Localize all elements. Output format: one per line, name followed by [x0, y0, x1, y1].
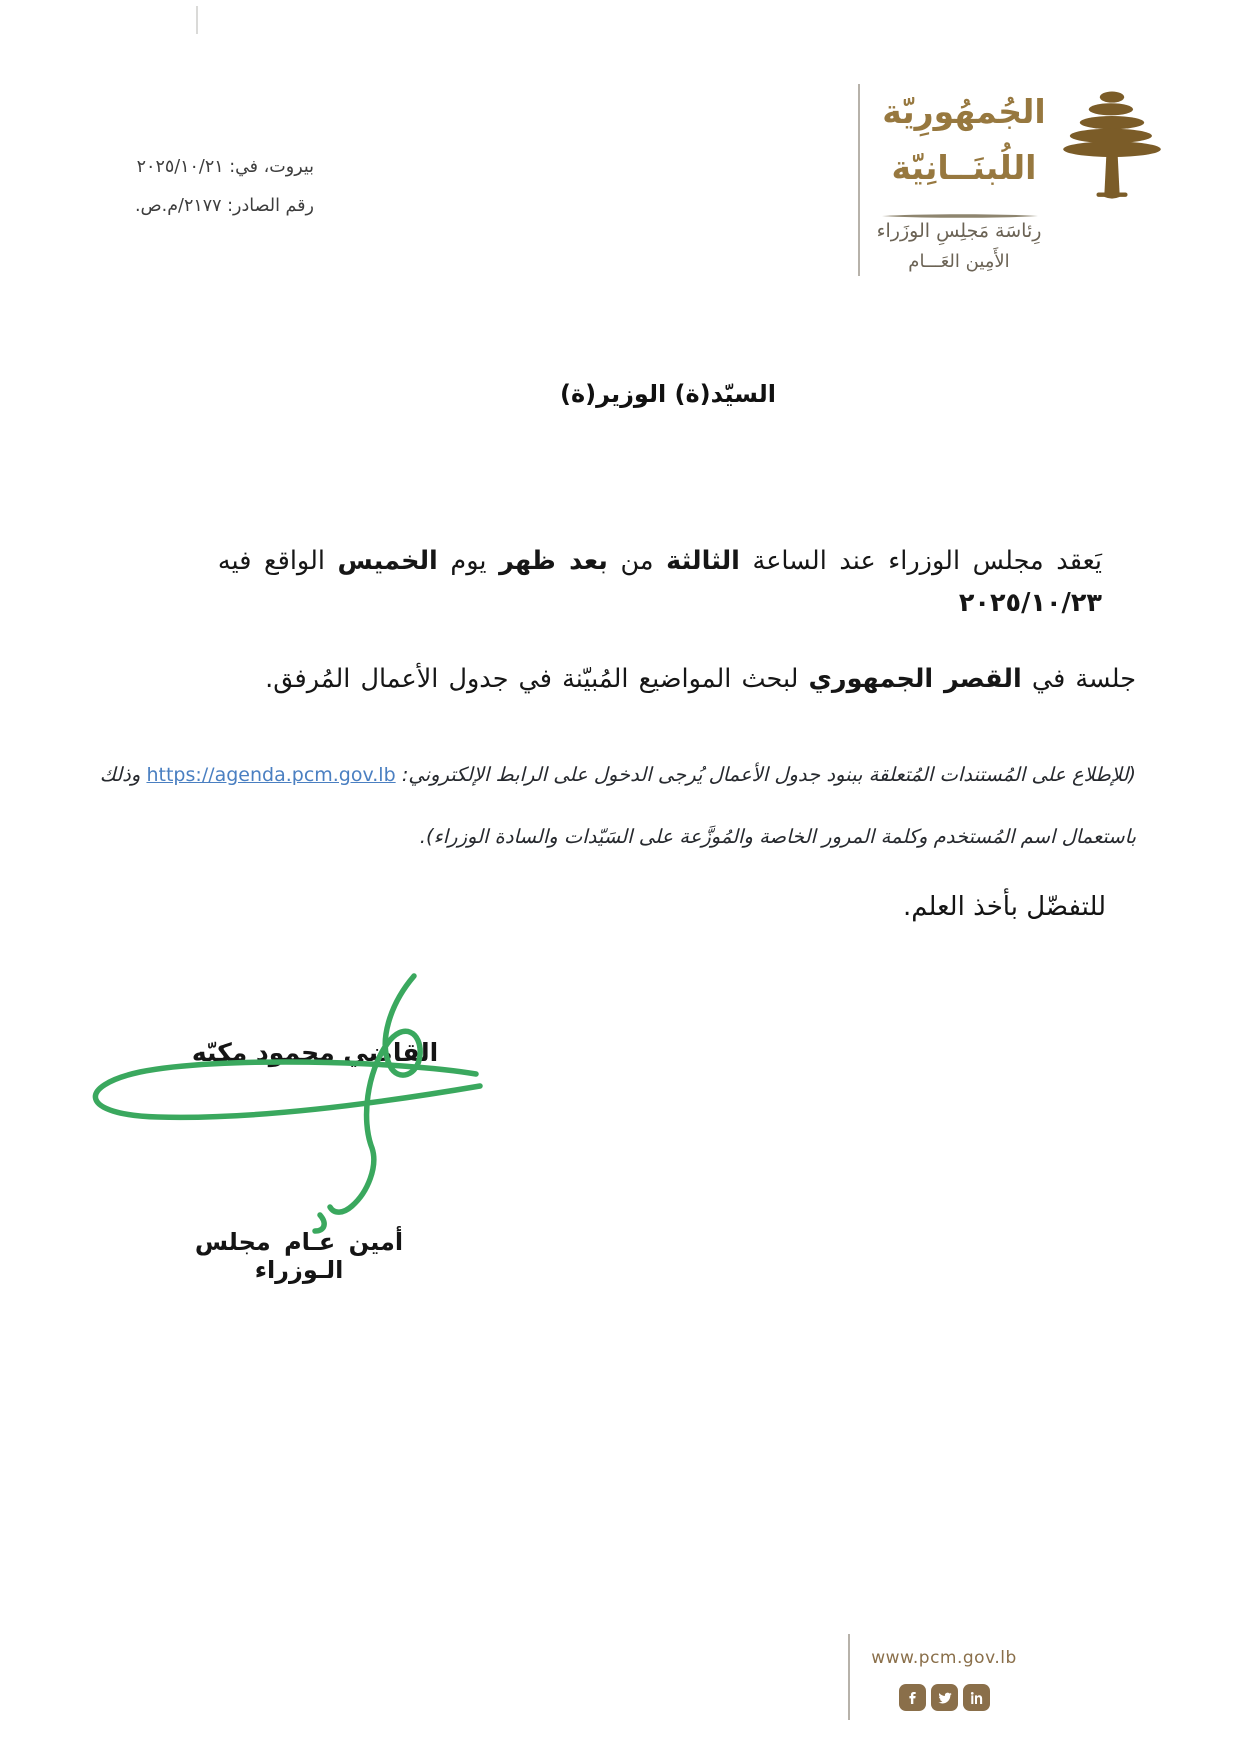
signatory-title: أمين عـام مجلس الـوزراء: [194, 1228, 404, 1284]
place-date: بيروت، في: ٢٠٢٥/١٠/٢١: [136, 157, 314, 177]
agenda-link[interactable]: https://agenda.pcm.gov.lb: [146, 764, 396, 786]
cedar-tree-icon: [1056, 86, 1168, 208]
handwritten-signature: [70, 968, 506, 1238]
body-text-bold: الثالثة: [666, 546, 740, 576]
org-subtitle: الأَمِين العَـــام: [908, 251, 1010, 272]
facebook-icon[interactable]: [899, 1684, 926, 1711]
body-text: لبحث المواضيع المُبيّنة في جدول الأعمال المُرفق.: [265, 664, 809, 694]
body-text-bold: القصر الجمهوري: [808, 664, 1022, 694]
body-text-bold: الخميس: [337, 546, 438, 576]
body-text: من: [607, 546, 667, 576]
republic-title: [874, 84, 1054, 196]
signatory-name: القاضي محمود مكيّه: [191, 1038, 439, 1067]
note-text: (للإطلاع على المُستندات المُتعلقة ببنود جدول الأعمال يُرجى الدخول على الرابط الإلكتروني:: [395, 763, 1136, 786]
republic-title-line1: الجُمهُورِيّة: [882, 92, 1046, 131]
letterhead-swoosh-divider: [882, 204, 1038, 210]
footer-website: www.pcm.gov.lb: [871, 1648, 1017, 1668]
org-name: رِئاسَة مَجلِسِ الوزَراء: [876, 220, 1042, 242]
closing-phrase: للتفضّل بأخذ العلم.: [902, 892, 1106, 922]
note-text: وذلك: [99, 763, 147, 786]
linkedin-icon[interactable]: [963, 1684, 990, 1711]
footer-divider-rule: [848, 1634, 850, 1720]
agenda-note: [96, 744, 1136, 867]
body-text-bold: بعد ظهر: [499, 546, 608, 576]
body-text: الواقع فيه: [217, 546, 338, 576]
body-text: جلسة في: [1021, 664, 1136, 694]
body-line-2: [96, 658, 1136, 700]
note-line-2: باستعمال اسم المُستخدم وكلمة المرور الخاصة والمُوزَّعة على السَيّدات والسادة الوزراء).: [419, 825, 1136, 848]
twitter-icon[interactable]: [931, 1684, 958, 1711]
body-text: يَعقد مجلس الوزراء عند الساعة: [739, 546, 1102, 576]
reference-number: رقم الصادر: ٢١٧٧/م.ص.: [134, 196, 314, 216]
body-text: يوم: [437, 546, 500, 576]
republic-title-line2: اللُبنَــانِيّة: [891, 148, 1037, 187]
footer-social-icons: [899, 1684, 990, 1711]
letterhead-divider-rule: [858, 84, 860, 276]
letter-meta: [84, 148, 314, 226]
body-paragraph: [96, 540, 1136, 700]
scan-artifact-mark: [196, 6, 198, 34]
meeting-date: ٢٠٢٥/١٠/٢٣: [958, 588, 1102, 618]
body-line-1: [96, 540, 1136, 624]
salutation: السيّد(ة) الوزير(ة): [560, 380, 776, 408]
